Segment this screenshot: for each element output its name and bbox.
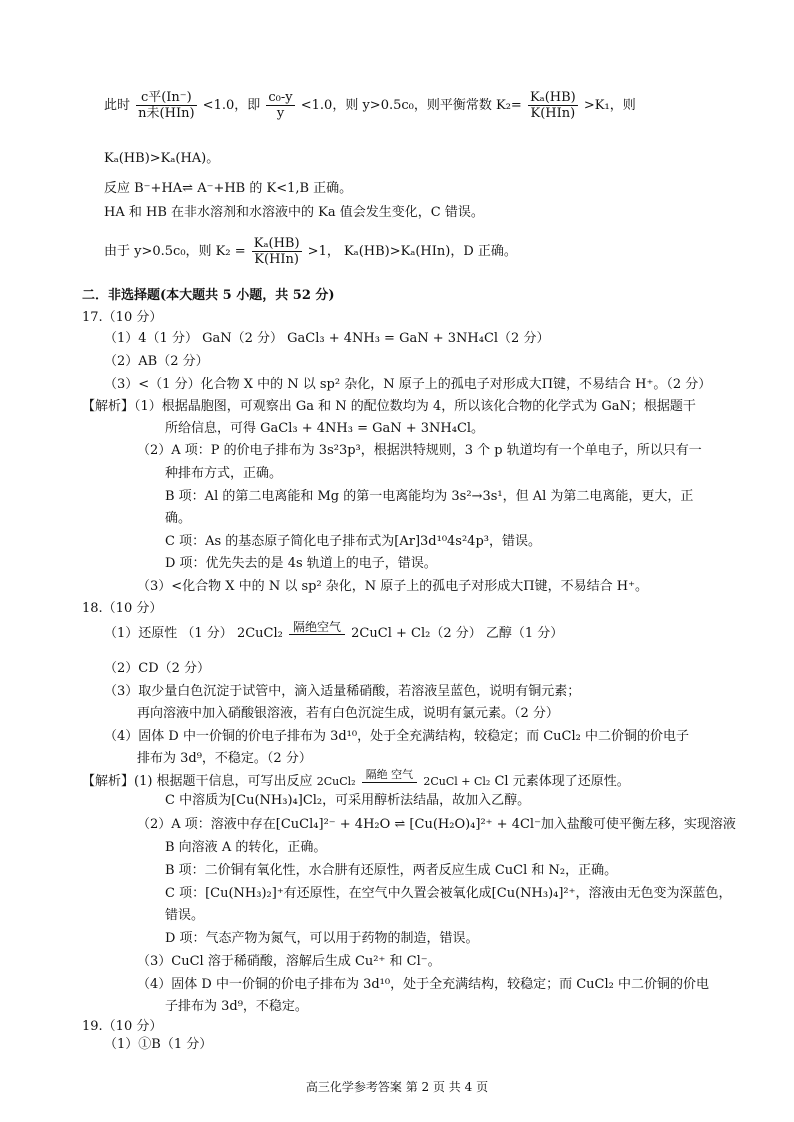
text-line: （2）AB（2 分）: [104, 354, 209, 369]
reaction-arrow-small: 隔绝 空气: [362, 768, 418, 795]
text-line: （3）CuCl 溶于稀硝酸，溶解后生成 Cu²⁺ 和 Cl⁻。: [137, 954, 441, 969]
question-19: 19.（10 分）: [82, 1019, 163, 1034]
equilibrium-line: 此时 $\frac{\text{c平(In⁻)}}{\text{n未(HIn)}}$ <1.0，即 $\frac{\text{c₀-y}}{y}$ <1.0，则 y>0.5c₀，则平衡常数 K₂= $\frac{\text{Kₐ(HB)}}{\text{K(HIn)}}$ >K₁，则: [104, 90, 636, 121]
text-line: 反应 B⁻+HA⇌ A⁻+HB 的 K<1,B 正确。: [104, 181, 353, 196]
analysis-17: 【解析】（1）根据晶胞图，可观察出 Ga 和 N 的配位数均为 4，所以该化合物的化学式为 GaN；根据题干: [82, 399, 696, 414]
text-line: 排布为 3d⁹，不稳定。（2 分）: [137, 751, 312, 766]
fraction-k2-b: $\frac{\text{Kₐ(HB)}}{\text{K(HIn)}}$: [253, 236, 300, 267]
text-line: （4）固体 D 中一价铜的价电子排布为 3d¹⁰，处于全充满结构，较稳定；而 CuCl₂ 中二价铜的价电子: [104, 729, 690, 744]
text-line: （2）A 项：溶液中存在[CuCl₄]²⁻ + 4H₂O ⇌ [Cu(H₂O)₄]²⁺ + 4Cl⁻加入盐酸可使平衡左移，实现溶液: [137, 817, 736, 832]
question-18: 18.（10 分）: [82, 601, 163, 616]
text-line: B 项：二价铜有氧化性，水合肼有还原性，两者反应生成 CuCl 和 N₂，正确。: [165, 863, 618, 878]
k2-line: 由于 y>0.5c₀，则 K₂ = $\frac{\text{Kₐ(HB)}}{\text{K(HIn)}}$ >1， Kₐ(HB)>Kₐ(HIn)，D 正确。: [104, 236, 517, 267]
text-line: Kₐ(HB)>Kₐ(HA)。: [104, 151, 220, 166]
page-footer: 高三化学参考答案 第 2 页 共 4 页: [305, 1080, 489, 1094]
analysis-18: 【解析】(1) 根据题干信息，可写出反应 2CuCl₂ 隔绝 空气 2CuCl + Cl₂ Cl 元素体现了还原性。: [82, 768, 630, 795]
fraction-c-in: $\frac{\text{c平(In⁻)}}{\text{n未(HIn)}}$: [138, 90, 195, 121]
fraction-k2: $\frac{\text{Kₐ(HB)}}{\text{K(HIn)}}$: [529, 90, 576, 121]
text-line: C 项：As 的基态原子简化电子排布式为[Ar]3d¹⁰4s²4p³，错误。: [165, 534, 541, 549]
section-heading: 二．非选择题(本大题共 5 小题，共 52 分): [82, 288, 335, 303]
text-line: C 项：[Cu(NH₃)₂]⁺有还原性，在空气中久置会被氧化成[Cu(NH₃)₄]²⁺，溶液由无色变为深蓝色，: [165, 886, 732, 901]
text-line: D 项：气态产物为氮气，可以用于药物的制造，错误。: [165, 931, 479, 946]
question-17: 17.（10 分）: [82, 310, 163, 325]
text-line: （1）①B（1 分）: [104, 1037, 213, 1052]
text-line: （3）取少量白色沉淀于试管中，滴入适量稀硝酸，若溶液呈蓝色，说明有铜元素；: [104, 684, 581, 699]
text-line: （4）固体 D 中一价铜的价电子排布为 3d¹⁰，处于全充满结构，较稳定；而 CuCl₂ 中二价铜的价电: [137, 977, 710, 992]
text-line: （3）<化合物 X 中的 N 以 sp² 杂化，N 原子上的孤电子对形成大Π键，不易结合 H⁺。: [137, 579, 648, 594]
text-line: B 向溶液 A 的转化，正确。: [165, 840, 327, 855]
text-line: （2）A 项：P 的价电子排布为 3s²3p³，根据洪特规则，3 个 p 轨道均有一个单电子，所以只有一: [137, 443, 702, 458]
text-line: D 项：优先失去的是 4s 轨道上的电子，错误。: [165, 556, 437, 571]
text-line: （3）<（1 分）化合物 X 中的 N 以 sp² 杂化，N 原子上的孤电子对形成大Π键，不易结合 H⁺。（2 分）: [104, 377, 712, 392]
reaction-arrow: 隔绝空气: [289, 620, 345, 647]
fraction-c0-y: $\frac{\text{c₀-y}}{y}$: [268, 90, 293, 121]
text-line: B 项：Al 的第二电离能和 Mg 的第一电离能均为 3s²→3s¹，但 Al 为第二电离能，更大，正: [165, 489, 694, 504]
text-line: （1）4（1 分） GaN（2 分） GaCl₃ + 4NH₃ = GaN + 3NH₄Cl（2 分）: [104, 331, 550, 346]
text-line: 所给信息，可得 GaCl₃ + 4NH₃ = GaN + 3NH₄Cl。: [165, 421, 485, 436]
text-line: 错误。: [165, 908, 205, 923]
reaction-line: （1）还原性 （1 分） 2CuCl₂ 隔绝空气 2CuCl + Cl₂（2 分） 乙醇（1 分）: [104, 620, 563, 647]
text-line: HA 和 HB 在非水溶剂和水溶液中的 Ka 值会发生变化，C 错误。: [104, 205, 484, 220]
text-line: （2）CD（2 分）: [104, 661, 211, 676]
text-line: C 中溶质为[Cu(NH₃)₄]Cl₂，可采用醇析法结晶，故加入乙醇。: [165, 793, 531, 808]
text-line: 子排布为 3d⁹，不稳定。: [165, 999, 308, 1014]
text-line: 种排布方式，正确。: [165, 466, 283, 481]
text-line: 再向溶液中加入硝酸银溶液，若有白色沉淀生成，说明有氯元素。（2 分）: [137, 706, 559, 721]
text-line: 确。: [165, 511, 192, 526]
